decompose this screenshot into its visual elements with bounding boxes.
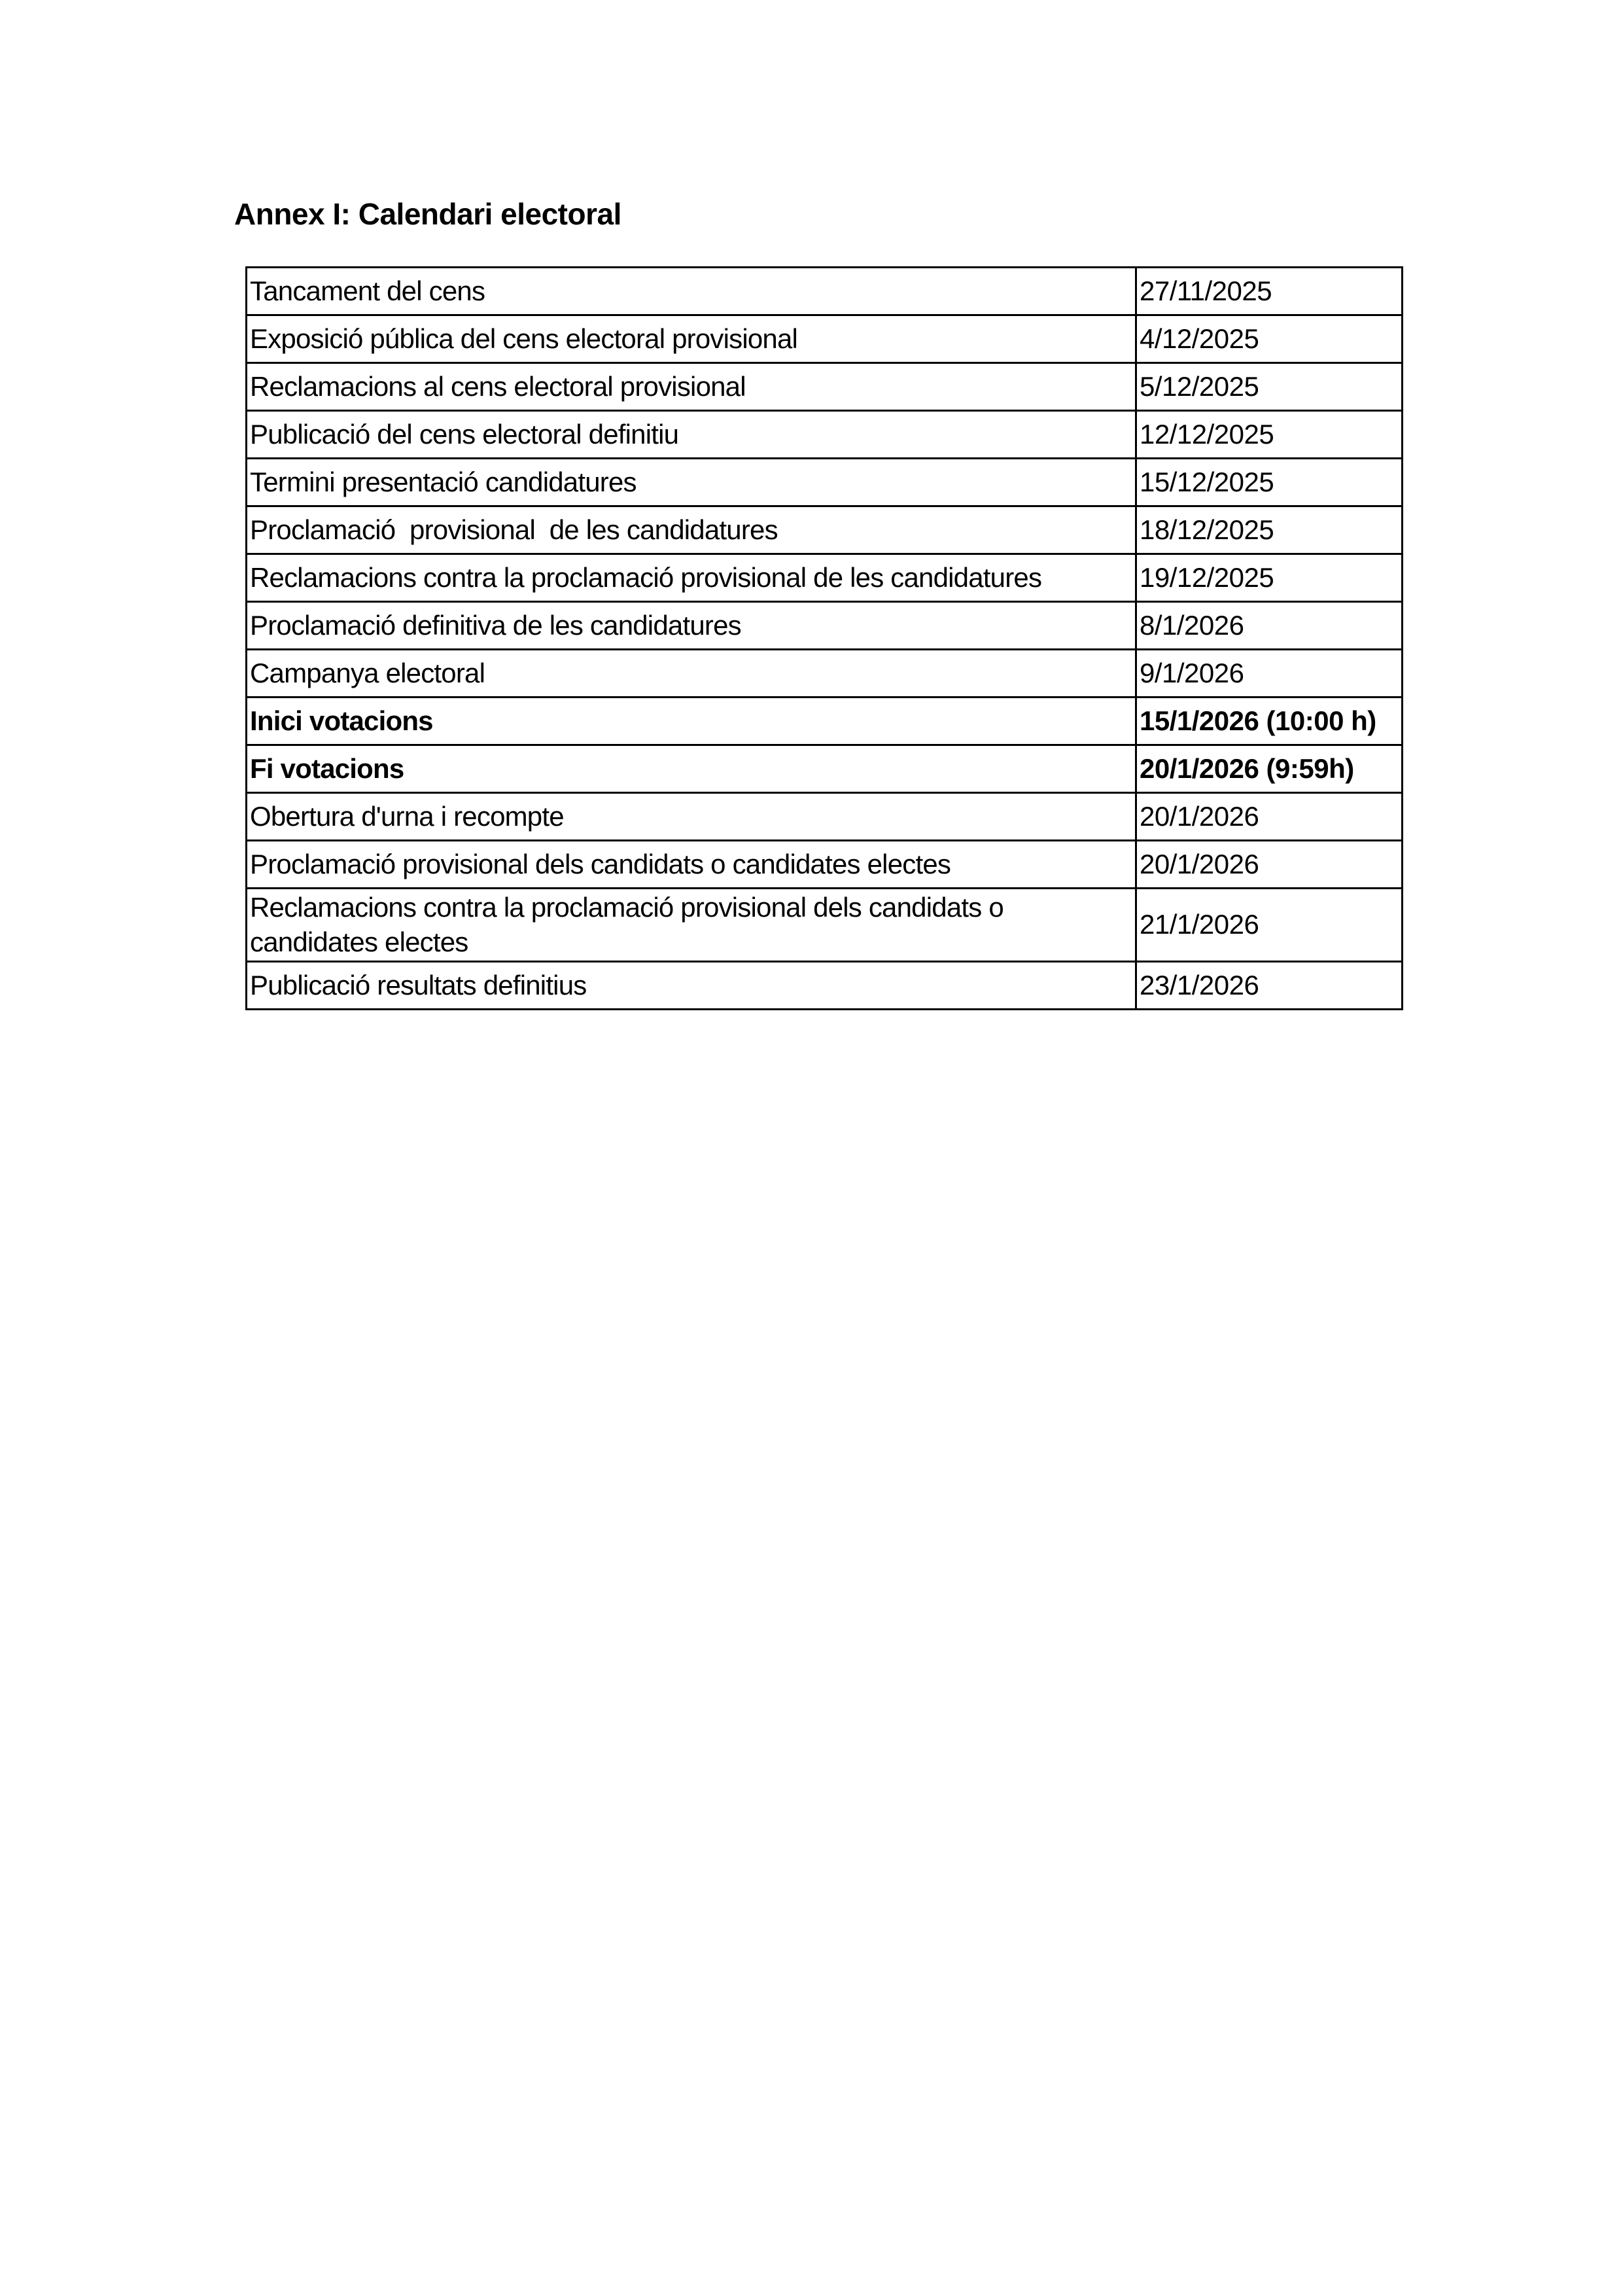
table-row [247, 841, 1403, 889]
event-label-cell: Proclamació definitiva de les candidatures [247, 602, 1136, 650]
event-date-cell: 8/1/2026 [1136, 602, 1403, 650]
table-row [247, 363, 1403, 411]
event-date-cell: 27/11/2025 [1136, 268, 1403, 315]
event-date-cell: 23/1/2026 [1136, 962, 1403, 1010]
event-date-cell: 4/12/2025 [1136, 315, 1403, 363]
event-label-cell: Reclamacions al cens electoral provisional [247, 363, 1136, 411]
table-row [247, 889, 1403, 962]
event-date-cell: 5/12/2025 [1136, 363, 1403, 411]
event-date-cell: 20/1/2026 [1136, 793, 1403, 841]
event-date-cell: 20/1/2026 (9:59h) [1136, 745, 1403, 793]
event-date-cell: 21/1/2026 [1136, 889, 1403, 962]
calendar-table-body [247, 268, 1403, 1010]
table-row [247, 698, 1403, 745]
event-label-cell: Proclamació provisional dels candidats o candidates electes [247, 841, 1136, 889]
table-row [247, 554, 1403, 602]
event-label-cell: Publicació resultats definitius [247, 962, 1136, 1010]
event-date-cell: 18/12/2025 [1136, 506, 1403, 554]
event-date-cell: 15/12/2025 [1136, 459, 1403, 506]
electoral-calendar-table [245, 266, 1403, 1010]
table-row [247, 602, 1403, 650]
event-date-cell: 12/12/2025 [1136, 411, 1403, 459]
table-row [247, 411, 1403, 459]
event-date-cell: 20/1/2026 [1136, 841, 1403, 889]
page-title: Annex I: Calendari electoral [234, 197, 621, 231]
event-label-cell: Fi votacions [247, 745, 1136, 793]
event-label-cell: Publicació del cens electoral definitiu [247, 411, 1136, 459]
event-date-cell: 9/1/2026 [1136, 650, 1403, 698]
table-row [247, 962, 1403, 1010]
table-row [247, 459, 1403, 506]
table-row [247, 268, 1403, 315]
table-row [247, 793, 1403, 841]
event-date-cell: 19/12/2025 [1136, 554, 1403, 602]
event-label-cell: Termini presentació candidatures [247, 459, 1136, 506]
event-label-cell: Campanya electoral [247, 650, 1136, 698]
event-label-cell: Inici votacions [247, 698, 1136, 745]
table-row [247, 650, 1403, 698]
event-label-cell: Obertura d'urna i recompte [247, 793, 1136, 841]
event-label-cell: Exposició pública del cens electoral provisional [247, 315, 1136, 363]
event-label-cell: Reclamacions contra la proclamació provisional dels candidats o candidates electes [247, 889, 1136, 962]
event-label-cell: Tancament del cens [247, 268, 1136, 315]
event-label-cell: Proclamació provisional de les candidatures [247, 506, 1136, 554]
table-row [247, 745, 1403, 793]
event-label-cell: Reclamacions contra la proclamació provisional de les candidatures [247, 554, 1136, 602]
event-date-cell: 15/1/2026 (10:00 h) [1136, 698, 1403, 745]
table-row [247, 506, 1403, 554]
table-row [247, 315, 1403, 363]
